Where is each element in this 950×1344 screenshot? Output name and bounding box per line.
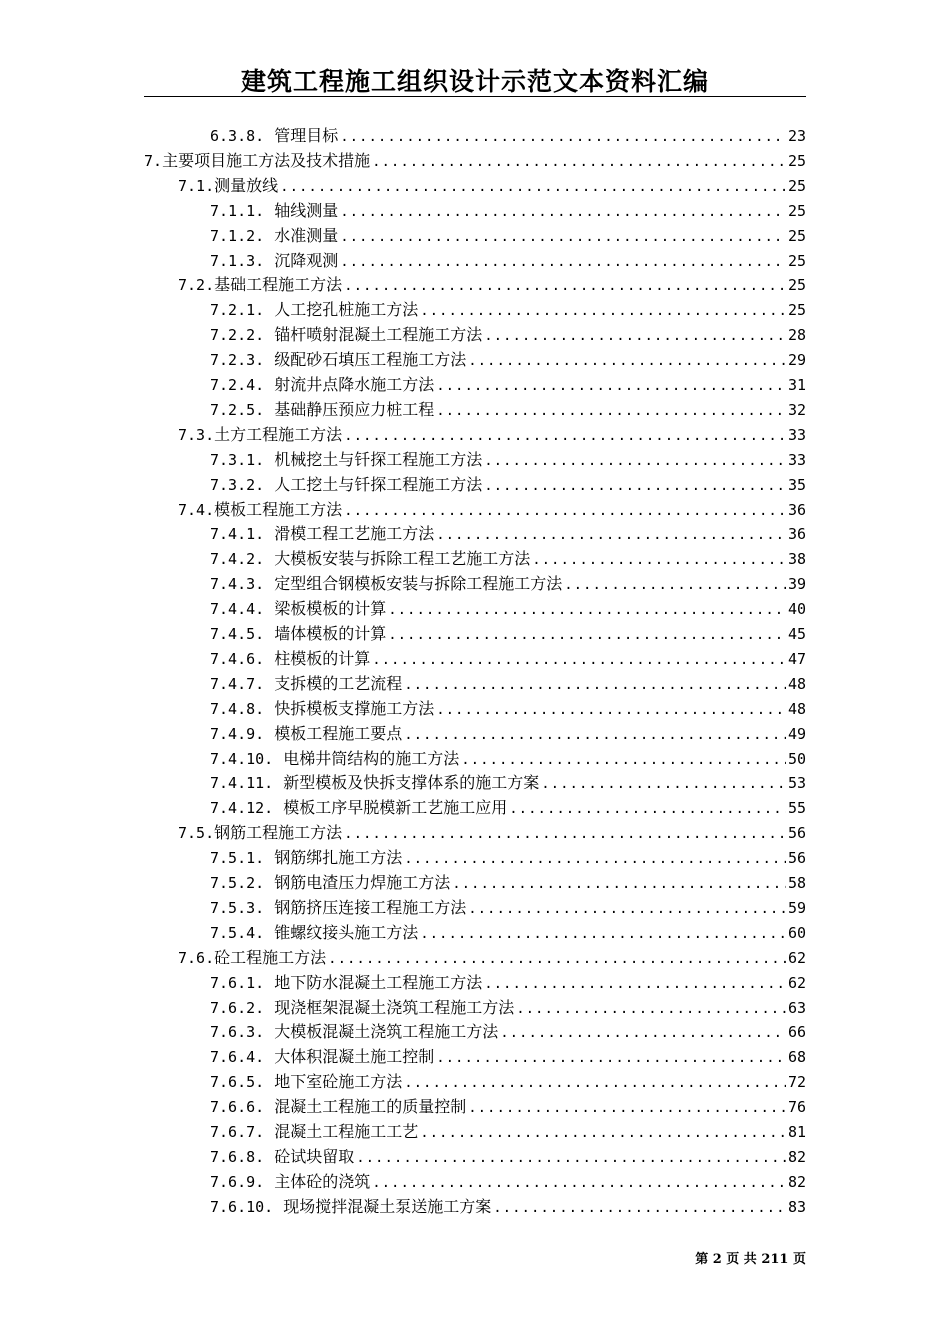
toc-entry-page: 32 [787,400,806,419]
toc-dot-leader [328,947,786,970]
toc-entry-title: 电梯井筒结构的施工方法 [283,748,460,768]
toc-dot-leader [541,772,786,795]
toc-entry-number: 7.4.6. [210,649,265,668]
toc-entry-number: 7.4.3. [210,575,265,594]
toc-entry-number: 7.6.3. [210,1023,265,1042]
toc-entry[interactable] [210,224,806,248]
toc-entry-title: 现场搅拌混凝土泵送施工方案 [283,1196,492,1216]
toc-entry-page: 45 [787,625,806,643]
toc-entry[interactable] [178,174,806,198]
toc-entry[interactable] [210,1045,806,1069]
toc-entry-number: 7.4.2. [210,550,265,569]
toc-dot-leader [484,449,786,472]
toc-entry-page: 35 [787,475,806,494]
toc-entry[interactable] [178,821,806,845]
toc-entry-number: 7.4.12. [210,799,274,818]
toc-entry-page: 60 [787,923,806,942]
toc-entry[interactable] [210,1095,806,1119]
toc-entry[interactable] [210,1170,806,1194]
toc-entry[interactable] [210,323,806,347]
toc-entry-page: 25 [787,276,806,295]
toc-entry[interactable] [210,1145,806,1169]
toc-dot-leader [372,1171,786,1194]
toc-dot-leader [436,399,786,422]
toc-entry[interactable] [210,1020,806,1044]
toc-entry[interactable] [210,996,806,1020]
toc-entry[interactable] [210,647,806,671]
toc-entry[interactable] [210,348,806,372]
toc-entry-number: 7.3. [178,425,215,444]
toc-entry[interactable] [178,946,806,970]
toc-entry-title: 新型模板及快拆支撑体系的施工方案 [283,773,540,793]
toc-entry-title: 大模板混凝土浇筑工程施工方法 [274,1022,499,1042]
toc-entry-page: 33 [787,450,806,469]
toc-entry-number: 6.3.8. [210,127,265,145]
toc-entry[interactable] [210,622,806,646]
toc-entry-title: 射流井点降水施工方法 [274,375,435,394]
toc-entry-number: 7.1.1. [210,201,265,220]
toc-entry-page: 66 [787,1023,806,1042]
toc-entry-number: 7.2.3. [210,351,265,370]
toc-entry[interactable] [210,722,806,746]
toc-entry-page: 25 [787,301,806,320]
toc-entry-number: 7.3.1. [210,450,265,469]
toc-entry-title: 锚杆喷射混凝土工程施工方法 [274,325,483,345]
toc-entry-page: 55 [787,799,806,818]
toc-entry-number: 7.2.5. [210,400,265,419]
toc-dot-leader [436,698,786,721]
toc-entry-page: 25 [787,226,806,245]
toc-entry[interactable] [210,597,806,621]
toc-entry-title: 定型组合钢模板安装与拆除工程施工方法 [274,574,563,594]
toc-entry-number: 7.4.9. [210,724,265,743]
toc-entry-page: 36 [787,525,806,544]
toc-entry-title: 钢筋挤压连接工程施工方法 [274,897,467,917]
toc-dot-leader [484,972,786,995]
toc-entry-number: 7.6.1. [210,973,265,992]
toc-entry-number: 7.1. [178,176,215,195]
toc-dot-leader [436,1046,786,1069]
toc-entry-page: 81 [787,1123,806,1141]
document-header-title: 建筑工程施工组织设计示范文本资料汇编 [240,67,709,96]
toc-entry-page: 40 [787,600,806,619]
toc-entry-title: 砼试块留取 [274,1146,355,1166]
toc-dot-leader [420,299,786,322]
toc-entry-page: 36 [787,500,806,519]
toc-entry[interactable] [210,398,806,422]
toc-entry-title: 现浇框架混凝土浇筑工程施工方法 [274,997,515,1017]
toc-entry[interactable] [210,124,806,148]
toc-entry-page: 62 [787,973,806,992]
toc-entry-number: 7.4.7. [210,674,265,693]
toc-dot-leader [468,1096,786,1119]
toc-dot-leader [372,648,786,671]
toc-entry-title: 基础静压预应力桩工程 [274,399,435,419]
toc-entry-number: 7.6.5. [210,1073,265,1092]
toc-entry-title: 模板工序早脱模新工艺施工应用 [283,798,508,818]
toc-entry[interactable] [210,1120,806,1144]
toc-entry-number: 7.4.8. [210,699,265,718]
toc-entry[interactable] [210,448,806,472]
toc-dot-leader [484,324,786,347]
toc-dot-leader [388,623,786,646]
toc-dot-leader [372,150,786,173]
toc-entry-number: 7.3.2. [210,475,265,494]
toc-dot-leader [500,1021,786,1044]
toc-entry[interactable] [178,273,806,297]
toc-dot-leader [388,598,786,621]
toc-entry[interactable] [210,871,806,895]
toc-dot-leader [404,723,786,746]
toc-entry-number: 7.6.4. [210,1048,265,1067]
toc-dot-leader [468,897,786,920]
toc-dot-leader [461,748,786,771]
toc-entry-title: 大模板安装与拆除工程工艺施工方法 [274,549,531,569]
toc-entry-page: 49 [787,724,806,743]
toc-entry-page: 28 [787,326,806,345]
toc-entry-page: 83 [787,1197,806,1216]
toc-entry-number: 7.6.8. [210,1147,265,1166]
toc-entry-number: 7.4.1. [210,525,265,544]
toc-entry-page: 38 [787,550,806,569]
toc-entry-title: 土方工程施工方法 [214,424,343,444]
header-divider [144,96,806,97]
toc-entry-page: 56 [787,824,806,843]
toc-dot-leader [344,822,786,845]
toc-entry-title: 滑模工程工艺施工方法 [274,524,435,544]
toc-entry-page: 23 [787,127,806,145]
toc-entry[interactable] [210,896,806,920]
toc-entry-title: 钢筋绑扎施工方法 [274,848,403,868]
toc-entry[interactable] [210,373,806,397]
toc-dot-leader [344,424,786,447]
toc-entry-number: 7.5.4. [210,923,265,942]
toc-entry-page: 47 [787,649,806,668]
toc-entry[interactable] [210,846,806,870]
toc-entry-page: 82 [787,1147,806,1166]
toc-entry[interactable] [210,747,806,771]
toc-dot-leader [493,1196,786,1219]
toc-entry-number: 7.1.3. [210,251,265,270]
toc-entry-number: 7.1.2. [210,226,265,245]
toc-entry[interactable] [210,1070,806,1094]
toc-entry-number: 7. [144,151,163,170]
toc-entry-title: 大体积混凝土施工控制 [274,1047,435,1067]
toc-dot-leader [532,548,786,571]
toc-entry[interactable] [178,498,806,522]
toc-entry-title: 混凝土工程施工工艺 [274,1122,419,1141]
toc-entry[interactable] [210,199,806,223]
toc-dot-leader [344,274,786,297]
toc-entry-page: 31 [787,376,806,394]
toc-entry[interactable] [210,522,806,546]
toc-entry-number: 7.2.1. [210,301,265,320]
toc-entry[interactable] [210,796,806,820]
toc-dot-leader [280,175,786,198]
toc-entry-page: 63 [787,998,806,1017]
toc-dot-leader [516,997,786,1020]
toc-entry[interactable] [210,473,806,497]
toc-entry-title: 地下防水混凝土工程施工方法 [274,972,483,992]
toc-entry[interactable] [144,149,806,173]
toc-entry-title: 梁板模板的计算 [274,599,387,619]
toc-entry-title: 轴线测量 [274,200,339,220]
toc-entry-title: 沉降观测 [274,250,339,270]
toc-entry-number: 7.6.9. [210,1172,265,1191]
toc-dot-leader [340,225,786,248]
toc-entry-number: 7.4. [178,500,215,519]
toc-entry[interactable] [210,771,806,795]
toc-entry-title: 支拆模的工艺流程 [274,673,403,693]
toc-entry-title: 模板工程施工要点 [274,723,403,743]
toc-entry-page: 68 [787,1048,806,1067]
toc-dot-leader [452,872,786,895]
toc-dot-leader [564,573,786,596]
toc-entry-number: 7.6.7. [210,1123,265,1141]
toc-entry-number: 7.5. [178,824,215,843]
toc-entry-title: 墙体模板的计算 [274,624,387,643]
toc-dot-leader [420,1121,786,1144]
toc-entry-page: 72 [787,1073,806,1092]
toc-entry[interactable] [210,298,806,322]
toc-entry-number: 7.2. [178,276,215,295]
toc-entry-page: 58 [787,874,806,892]
toc-dot-leader [344,499,786,522]
toc-entry[interactable] [210,572,806,596]
toc-entry-title: 人工挖土与钎探工程施工方法 [274,474,483,494]
toc-entry-title: 地下室砼施工方法 [274,1072,403,1092]
toc-entry-page: 25 [787,151,806,170]
toc-entry-page: 25 [787,201,806,220]
toc-entry-number: 7.5.2. [210,874,265,892]
toc-entry-page: 50 [787,749,806,768]
toc-dot-leader [509,797,786,820]
page-footer: 第 2 页 共 211 页 [695,1252,806,1267]
toc-dot-leader [340,200,786,223]
toc-entry-title: 柱模板的计算 [274,648,371,668]
toc-entry-title: 钢筋工程施工方法 [214,823,343,843]
toc-entry[interactable] [210,547,806,571]
toc-entry-title: 主要项目施工方法及技术措施 [162,150,371,170]
toc-dot-leader [340,125,786,148]
toc-entry-title: 主体砼的浇筑 [274,1171,371,1191]
toc-entry-number: 7.4.11. [210,774,274,793]
toc-entry-page: 25 [787,251,806,270]
toc-entry[interactable] [210,971,806,995]
toc-entry[interactable] [210,1195,806,1219]
toc-entry-title: 管理目标 [274,126,339,145]
toc-entry-title: 基础工程施工方法 [214,275,343,295]
toc-entry-title: 测量放线 [214,175,279,195]
toc-entry-title: 人工挖孔桩施工方法 [274,300,419,320]
toc-entry[interactable] [210,921,806,945]
toc-entry-number: 7.6. [178,948,215,967]
toc-entry-title: 砼工程施工方法 [214,947,327,967]
toc-entry-page: 56 [787,849,806,868]
toc-entry-page: 48 [787,699,806,718]
toc-entry-title: 钢筋电渣压力焊施工方法 [274,873,451,892]
toc-entry-page: 25 [787,176,806,195]
toc-entry-number: 7.2.4. [210,376,265,394]
toc-dot-leader [404,1071,786,1094]
toc-entry-page: 33 [787,425,806,444]
toc-dot-leader [484,474,786,497]
toc-entry-title: 锥螺纹接头施工方法 [274,922,419,942]
toc-entry-number: 7.5.3. [210,898,265,917]
toc-entry-number: 7.4.5. [210,625,265,643]
toc-entry-page: 76 [787,1098,806,1117]
toc-dot-leader [404,847,786,870]
toc-entry-title: 快拆模板支撑施工方法 [274,698,435,718]
toc-entry-page: 29 [787,351,806,370]
toc-dot-leader [436,374,786,397]
toc-entry-page: 62 [787,948,806,967]
toc-entry-number: 7.5.1. [210,849,265,868]
toc-entry-page: 59 [787,898,806,917]
toc-entry-number: 7.4.4. [210,600,265,619]
toc-dot-leader [404,673,786,696]
toc-entry-number: 7.6.6. [210,1098,265,1117]
toc-dot-leader [356,1146,786,1169]
toc-entry-title: 模板工程施工方法 [214,499,343,519]
toc-entry-page: 53 [787,774,806,793]
toc-entry-title: 混凝土工程施工的质量控制 [274,1097,467,1117]
toc-entry-title: 级配砂石填压工程施工方法 [274,350,467,370]
toc-entry-page: 82 [787,1172,806,1191]
toc-dot-leader [420,922,786,945]
toc-dot-leader [340,250,786,273]
toc-dot-leader [436,523,786,546]
toc-entry-number: 7.6.10. [210,1197,274,1216]
toc-entry-number: 7.4.10. [210,749,274,768]
toc-entry-title: 机械挖土与钎探工程施工方法 [274,449,483,469]
toc-dot-leader [468,349,786,372]
toc-entry[interactable] [210,249,806,273]
toc-entry-page: 39 [787,575,806,594]
toc-entry[interactable] [210,697,806,721]
toc-entry-title: 水准测量 [274,225,339,245]
toc-entry-number: 7.6.2. [210,998,265,1017]
toc-entry-page: 48 [787,674,806,693]
toc-entry-number: 7.2.2. [210,326,265,345]
toc-entry[interactable] [210,672,806,696]
toc-entry[interactable] [178,423,806,447]
